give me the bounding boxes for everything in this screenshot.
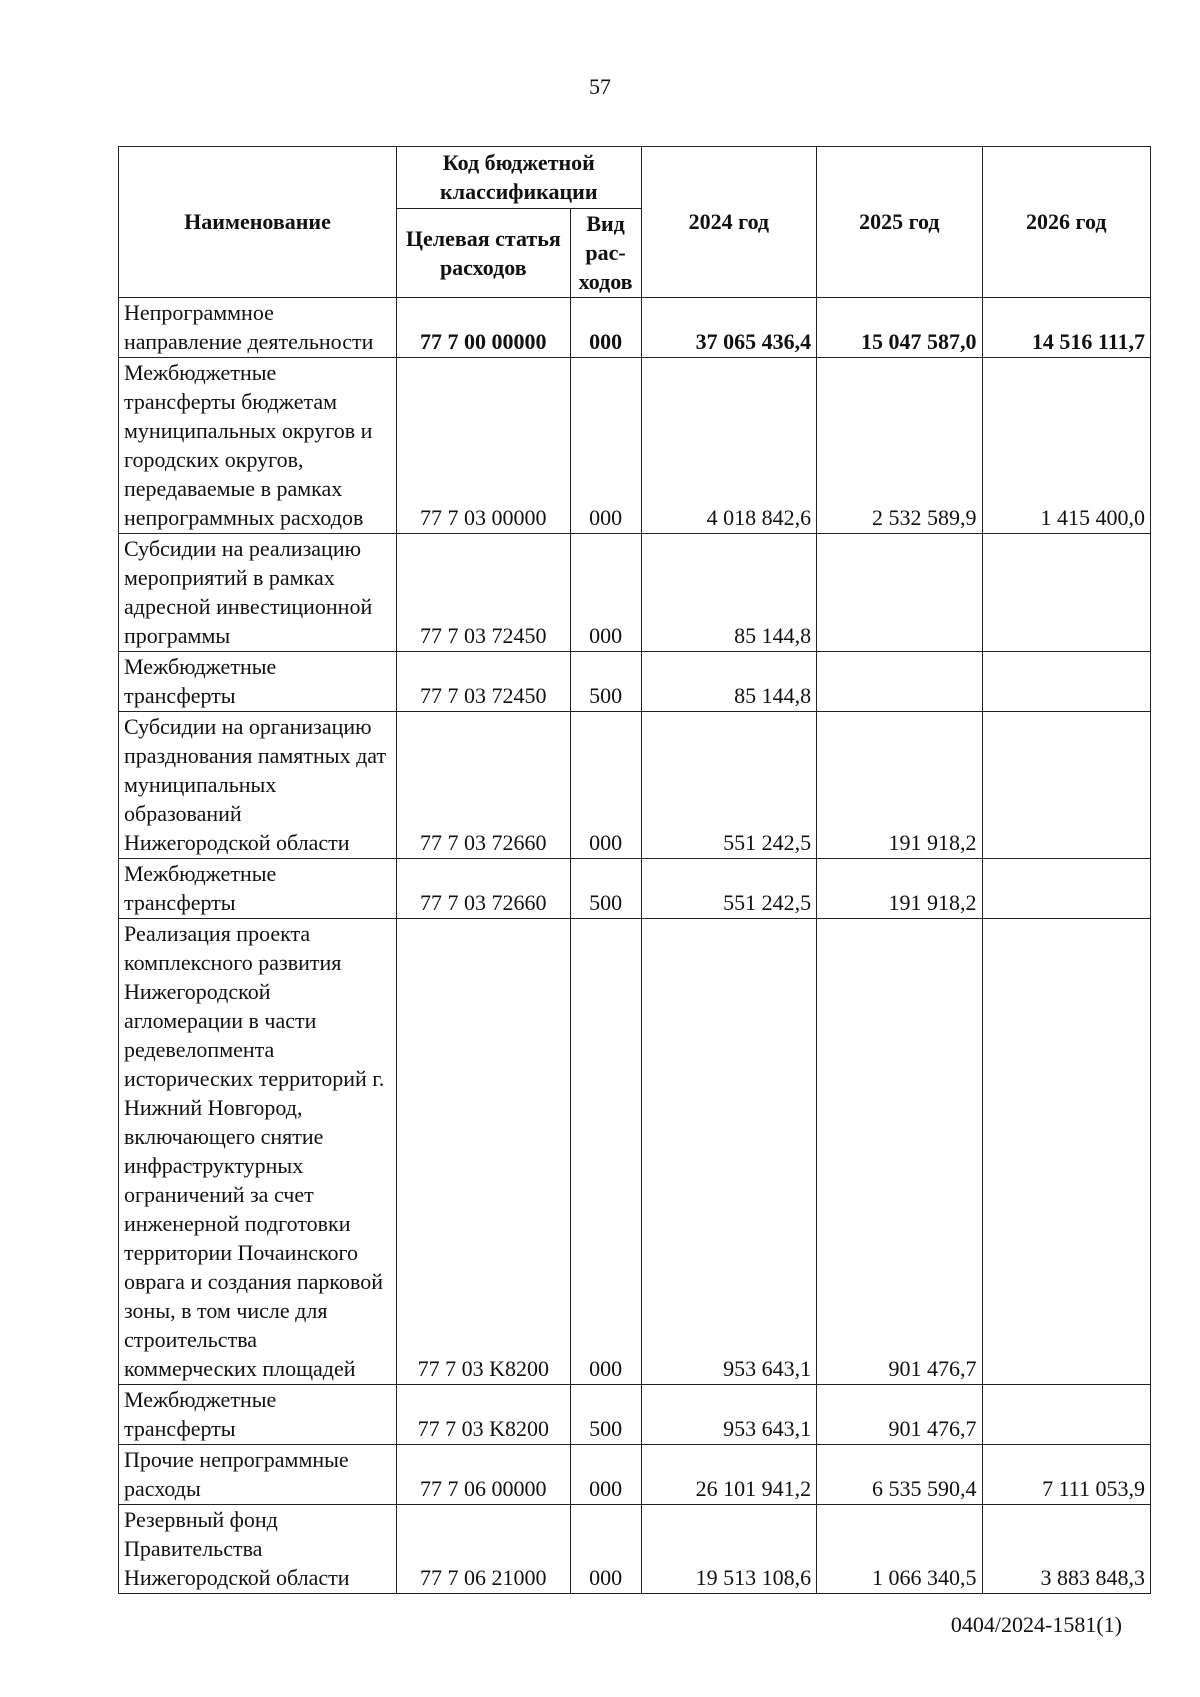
header-expense-type: Вид рас-ходов — [570, 209, 641, 298]
table-row — [119, 534, 1151, 652]
row-target-article: 77 7 03 K8200 — [397, 1385, 571, 1445]
header-code-group: Код бюджетной классификации — [397, 147, 642, 209]
row-target-article: 77 7 03 72450 — [397, 534, 571, 652]
row-value-2025: 901 476,7 — [817, 919, 982, 1385]
row-name: Прочие непрограммные расходы — [119, 1445, 397, 1505]
row-value-2026 — [982, 652, 1150, 712]
row-name: Непрограммное направление деятельности — [119, 298, 397, 358]
row-name: Межбюджетные трансферты — [119, 1385, 397, 1445]
row-target-article: 77 7 03 K8200 — [397, 919, 571, 1385]
row-value-2025: 901 476,7 — [817, 1385, 982, 1445]
row-expense-type: 000 — [570, 712, 641, 859]
row-value-2026: 3 883 848,3 — [982, 1505, 1150, 1594]
table-row — [119, 1505, 1151, 1594]
row-value-2025 — [817, 652, 982, 712]
table-row — [119, 358, 1151, 534]
table-body — [119, 298, 1151, 1594]
row-value-2024: 953 643,1 — [641, 919, 817, 1385]
row-value-2026: 14 516 111,7 — [982, 298, 1150, 358]
row-expense-type: 000 — [570, 358, 641, 534]
row-target-article: 77 7 00 00000 — [397, 298, 571, 358]
table-row — [119, 1385, 1151, 1445]
table-row — [119, 652, 1151, 712]
row-target-article: 77 7 03 00000 — [397, 358, 571, 534]
document-id: 0404/2024-1581(1) — [950, 1612, 1122, 1637]
row-value-2024: 953 643,1 — [641, 1385, 817, 1445]
row-name: Реализация проекта комплексного развития Нижегородской агломерации в части редевелопмента исторических территорий г. Нижний Новгород, включающего снятие инфраструктурных ограничений за счет инженерной подготовки территории Почаинского оврага и создания парковой зоны, в том числе для строительства коммерческих площадей — [119, 919, 397, 1385]
row-value-2025: 191 918,2 — [817, 712, 982, 859]
row-expense-type: 000 — [570, 534, 641, 652]
page-number: 57 — [589, 74, 611, 99]
row-target-article: 77 7 06 21000 — [397, 1505, 571, 1594]
table-row — [119, 859, 1151, 919]
table-row — [119, 298, 1151, 358]
header-year-2024: 2024 год — [641, 147, 817, 298]
row-value-2025: 6 535 590,4 — [817, 1445, 982, 1505]
row-value-2025: 15 047 587,0 — [817, 298, 982, 358]
header-year-2025: 2025 год — [817, 147, 982, 298]
header-name: Наименование — [119, 147, 397, 298]
table-row — [119, 919, 1151, 1385]
row-value-2024: 19 513 108,6 — [641, 1505, 817, 1594]
row-expense-type: 000 — [570, 1505, 641, 1594]
header-target-article: Целевая статья расходов — [397, 209, 571, 298]
row-value-2025: 1 066 340,5 — [817, 1505, 982, 1594]
row-expense-type: 500 — [570, 1385, 641, 1445]
row-value-2024: 4 018 842,6 — [641, 358, 817, 534]
row-name: Межбюджетные трансферты — [119, 652, 397, 712]
row-value-2026 — [982, 1385, 1150, 1445]
row-expense-type: 500 — [570, 859, 641, 919]
table-row — [119, 712, 1151, 859]
row-value-2025: 191 918,2 — [817, 859, 982, 919]
row-value-2026 — [982, 534, 1150, 652]
header-year-2026: 2026 год — [982, 147, 1150, 298]
row-value-2024: 551 242,5 — [641, 712, 817, 859]
row-value-2026: 7 111 053,9 — [982, 1445, 1150, 1505]
row-expense-type: 000 — [570, 298, 641, 358]
row-value-2024: 37 065 436,4 — [641, 298, 817, 358]
budget-table — [118, 146, 1151, 1594]
table-row — [119, 1445, 1151, 1505]
row-name: Межбюджетные трансферты бюджетам муниципальных округов и городских округов, передаваемые в рамках непрограммных расходов — [119, 358, 397, 534]
row-expense-type: 500 — [570, 652, 641, 712]
row-value-2024: 26 101 941,2 — [641, 1445, 817, 1505]
row-target-article: 77 7 03 72660 — [397, 859, 571, 919]
table-header — [119, 147, 1151, 298]
row-value-2025: 2 532 589,9 — [817, 358, 982, 534]
row-expense-type: 000 — [570, 1445, 641, 1505]
row-value-2024: 85 144,8 — [641, 534, 817, 652]
row-expense-type: 000 — [570, 919, 641, 1385]
row-target-article: 77 7 03 72450 — [397, 652, 571, 712]
row-value-2026 — [982, 712, 1150, 859]
row-name: Субсидии на организацию празднования памятных дат муниципальных образований Нижегородской области — [119, 712, 397, 859]
row-value-2024: 85 144,8 — [641, 652, 817, 712]
row-target-article: 77 7 03 72660 — [397, 712, 571, 859]
row-value-2026 — [982, 859, 1150, 919]
row-target-article: 77 7 06 00000 — [397, 1445, 571, 1505]
row-name: Резервный фонд Правительства Нижегородской области — [119, 1505, 397, 1594]
row-name: Межбюджетные трансферты — [119, 859, 397, 919]
row-value-2026: 1 415 400,0 — [982, 358, 1150, 534]
row-value-2025 — [817, 534, 982, 652]
row-value-2026 — [982, 919, 1150, 1385]
row-name: Субсидии на реализацию мероприятий в рамках адресной инвестиционной программы — [119, 534, 397, 652]
row-value-2024: 551 242,5 — [641, 859, 817, 919]
